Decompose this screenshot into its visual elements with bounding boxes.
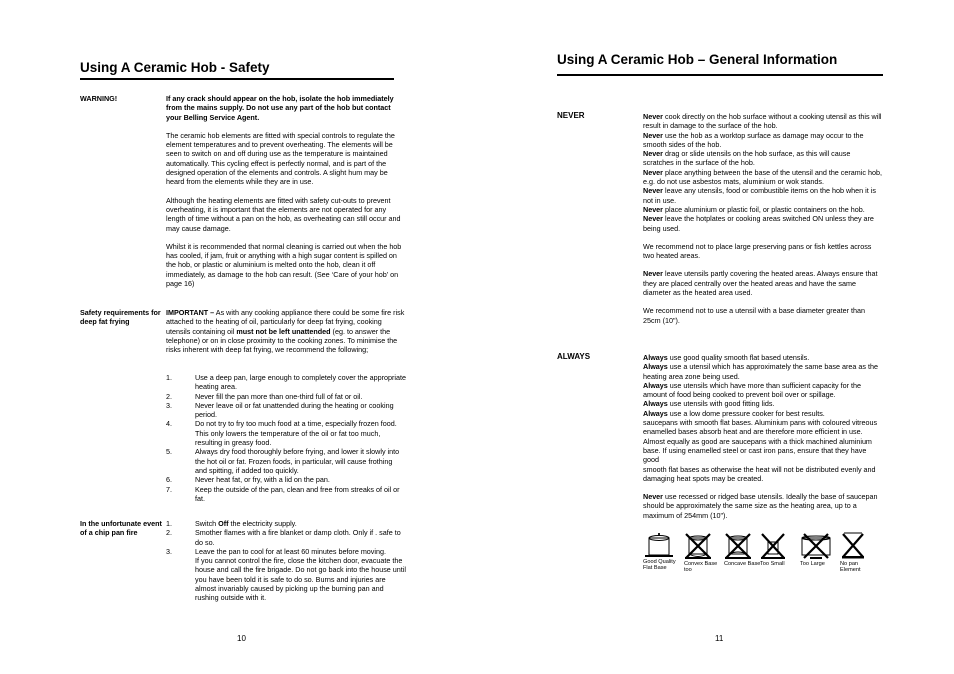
emphasis-word: Never (643, 186, 663, 196)
list-text: Never leave oil or fat unattended during the heating or cooking period. (195, 400, 394, 420)
list-item (166, 429, 406, 448)
list-text: Smother flames with a fire blanket or damp cloth. Only if . safe to do so. (195, 528, 401, 547)
page-title: Using A Ceramic Hob - Safety (80, 60, 270, 75)
list-text: Never fill the pan more than one-third full of fat or oil. (195, 391, 363, 401)
list-text: Keep the outside of the pan, clean and free from streaks of oil or fat. (195, 484, 400, 503)
list-number (166, 429, 195, 448)
list-number: 1. (166, 373, 172, 382)
emphasis-word: Always (643, 353, 668, 362)
never-item (643, 168, 883, 187)
emphasis-word: Always (643, 362, 668, 372)
icon-caption: Concave Base (724, 561, 761, 567)
paragraph-elements: The ceramic hob elements are fitted with special controls to regulate the element temperatures and to prevent overheating. The elements will be seen to switch on and off during use as the temperature is maintained automatically. This cycling effect is perfectly normal, and is part of the designed operation of the elements and controls. A slight hum may be heard from the elements while they are in use. (166, 130, 395, 187)
emphasis-word: Never (643, 204, 663, 214)
item-text: place aluminium or plastic foil, or plastic containers on the hob. (662, 204, 865, 214)
list-text: Do not try to fry too much food at a time, especially frozen food. (195, 419, 397, 429)
page-number: 11 (715, 634, 724, 643)
warning-section (166, 94, 406, 288)
item-text: use utensils which have more than sufficient capacity for the amount of food being cooked to prevent boil over or spillage. (643, 380, 862, 400)
list-item (166, 519, 406, 528)
list-item (166, 556, 406, 602)
icon-caption: Too Large (800, 561, 825, 567)
fire-1-a: Switch (195, 519, 219, 528)
never-partly-text: leave utensils partly covering the heated areas. Always ensure that they are placed centrally over the heated areas and have the same diameter as the heated area used. (643, 269, 878, 298)
list-number (166, 556, 195, 602)
right-page (477, 0, 954, 674)
item-text: use good quality smooth flat based utensils. (667, 353, 810, 362)
list-number: 1. (166, 519, 172, 528)
item-text: use the hob as a worktop surface as damage may occur to the smooth sides of the hob. (643, 130, 864, 149)
always-item (643, 399, 883, 408)
always-section (643, 353, 883, 520)
never-item (643, 131, 883, 150)
list-text: Use a deep pan, large enough to completely cover the appropriate heating area. (195, 373, 406, 392)
item-text: leave any utensils, food or combustible items on the hob when it is not in use. (643, 186, 876, 205)
list-item (166, 392, 406, 401)
emphasis-word: Always (643, 399, 668, 409)
never-item (643, 149, 883, 168)
emphasis-word: Always (643, 408, 668, 418)
title-rule (557, 74, 883, 76)
list-text: This only lowers the temperature of the oil or fat too much, resulting in greasy food. (195, 428, 381, 448)
list-number: 7. (166, 484, 172, 494)
never-word: Never (643, 269, 663, 279)
fry-text-b: (eg. to answer the telephone) or on in close proximity to the cooking zones. To minimise the risks inherent with deep fat frying, we recommend the following; (166, 326, 398, 355)
list-number: 4. (166, 419, 172, 429)
item-text: place anything between the base of the utensil and the ceramic hob, e.g. do not use asbestos mats, aluminium or wok stands. (643, 167, 882, 187)
title-rule (80, 78, 394, 80)
concave-pan-icon (724, 532, 762, 567)
emphasis-word: Never (643, 112, 663, 121)
list-item (166, 401, 406, 420)
warning-label: WARNING! (80, 94, 118, 103)
never-label: NEVER (557, 111, 585, 120)
good-pan-icon (643, 532, 681, 571)
list-item (166, 373, 406, 392)
page-title: Using A Ceramic Hob – General Information (557, 52, 838, 67)
icon-caption: Good Quality Flat Base (643, 559, 676, 572)
always-label: ALWAYS (557, 352, 591, 361)
pan-icons (643, 532, 883, 582)
important-label: IMPORTANT – (166, 308, 215, 317)
warning-text: If any crack should appear on the hob, isolate the hob immediately from the mains supply. Do not use any part of the hob but contact your Belling Service Agent. (166, 94, 394, 122)
recommend-diameter: We recommend not to use a utensil with a base diameter greater than 25cm (10"). (643, 306, 866, 325)
list-item (166, 485, 406, 504)
icon-caption: Convex Base too (684, 561, 718, 574)
item-text: leave the hotplates or cooking areas switched ON unless they are being used. (643, 214, 874, 233)
always-item (643, 362, 883, 381)
list-number: 2. (166, 391, 172, 401)
fire-1-c: the electricity supply. (228, 519, 297, 528)
item-text: use utensils with good fitting lids. (667, 399, 775, 409)
always-item (643, 353, 883, 362)
icon-caption: No pan Element (840, 561, 861, 574)
always-item (643, 409, 883, 418)
list-number: 3. (166, 546, 172, 556)
list-text: If you cannot control the fire, close the kitchen door, evacuate the house and call the fire brigade. Do not go back into the house until you have been told it is safe to do so. Burns and injuries are almost invariably caused by picking up the burning pan and rushing outside with it. (195, 556, 406, 603)
fire-1-off: Off (218, 519, 229, 528)
never-item (643, 214, 883, 233)
emphasis-word: Always (643, 380, 668, 390)
item-text: use a low dome pressure cooker for best results. (667, 408, 825, 418)
fry-intro (166, 308, 406, 354)
no-pan-icon (840, 532, 878, 573)
never-item (643, 186, 883, 205)
fry-bold: must not be left unattended (236, 326, 331, 336)
fry-text-a: As with any cooking appliance there could be some fire risk attached to the heating of oil, particularly for deep fat frying, cooking utensils containing oil (166, 308, 405, 336)
always-item (643, 381, 883, 400)
list-item (166, 528, 406, 547)
item-text: use a utensil which has approximately the same base area as the heating area zone being used. (643, 362, 878, 381)
paragraph-cleaning: Whilst it is recommended that normal cleaning is carried out when the hob has cooled, if jam, fruit or anything with a high sugar content is spilled on the hob, or plastic or aluminium is melted onto the hob, clean it off immediately, as damage to the hob can result. (See ‘Care of your hob’ on page 16) (166, 241, 402, 289)
list-item (166, 547, 406, 556)
saucepan-text: saucepans with smooth flat bases. Aluminium pans with coloured vitreous enamelled bases absorb heat and are therefore more efficient in use. Almost equally as good are saucepans with a thick machined aluminium base. If using enamelled steel or cast iron pans, ensure that they have good (643, 418, 878, 465)
list-text: Never heat fat, or fry, with a lid on the pan. (195, 475, 330, 485)
never-section (643, 112, 883, 325)
emphasis-word: Never (643, 130, 663, 140)
never-word: Never (643, 492, 663, 502)
smooth-text: smooth flat bases as otherwise the heat will not be distributed evenly and damaging heat spots may be created. (643, 464, 876, 483)
list-item (166, 419, 406, 428)
emphasis-word: Never (643, 214, 663, 224)
emphasis-word: Never (643, 167, 663, 177)
never-partly (643, 269, 883, 297)
list-text: Leave the pan to cool for at least 60 minutes before moving. (195, 546, 386, 556)
icon-caption: Too Small (760, 561, 785, 567)
list-text: Always dry food thoroughly before frying, and lower it slowly into the hot oil or fat. Frozen foods, in particular, will cause frothing and spitting, if added too quickly. (195, 447, 400, 475)
item-text: drag or slide utensils on the hob surface, as this will cause scratches in the surface of the hob. (643, 149, 851, 168)
item-text: cook directly on the hob surface without a cooking utensil as this will result in damage to the surface of the hob. (643, 112, 882, 131)
emphasis-word: Never (643, 149, 663, 159)
list-item (166, 447, 406, 475)
page-number: 10 (237, 634, 246, 643)
fry-list (166, 373, 406, 503)
list-number: 2. (166, 528, 172, 538)
fire-list (166, 519, 406, 603)
never-recessed-text: use recessed or ridged base utensils. Ideally the base of saucepan should be approximately the same size as the heating area, up to a maximum of 254mm (10"). (643, 492, 878, 520)
paragraph-cutouts: Although the heating elements are fitted with safety cut-outs to prevent overheating, it is important that the elements are not operated for any length of time without a pan on the hob, as overheating can still occur and may cause damage. (166, 195, 401, 233)
fry-label: Safety requirements for deep fat frying (80, 308, 161, 327)
never-item (643, 205, 883, 214)
list-number: 6. (166, 475, 172, 485)
never-item (643, 112, 883, 131)
convex-pan-icon (684, 532, 722, 573)
fire-label: In the unfortunate event of a chip pan fire (80, 519, 162, 538)
list-number: 3. (166, 400, 172, 410)
too-small-pan-icon (760, 532, 798, 567)
list-item (166, 475, 406, 484)
too-large-pan-icon (800, 532, 838, 567)
recommend-pans: We recommend not to place large preserving pans or fish kettles across two heated areas. (643, 241, 872, 261)
list-number: 5. (166, 447, 172, 457)
